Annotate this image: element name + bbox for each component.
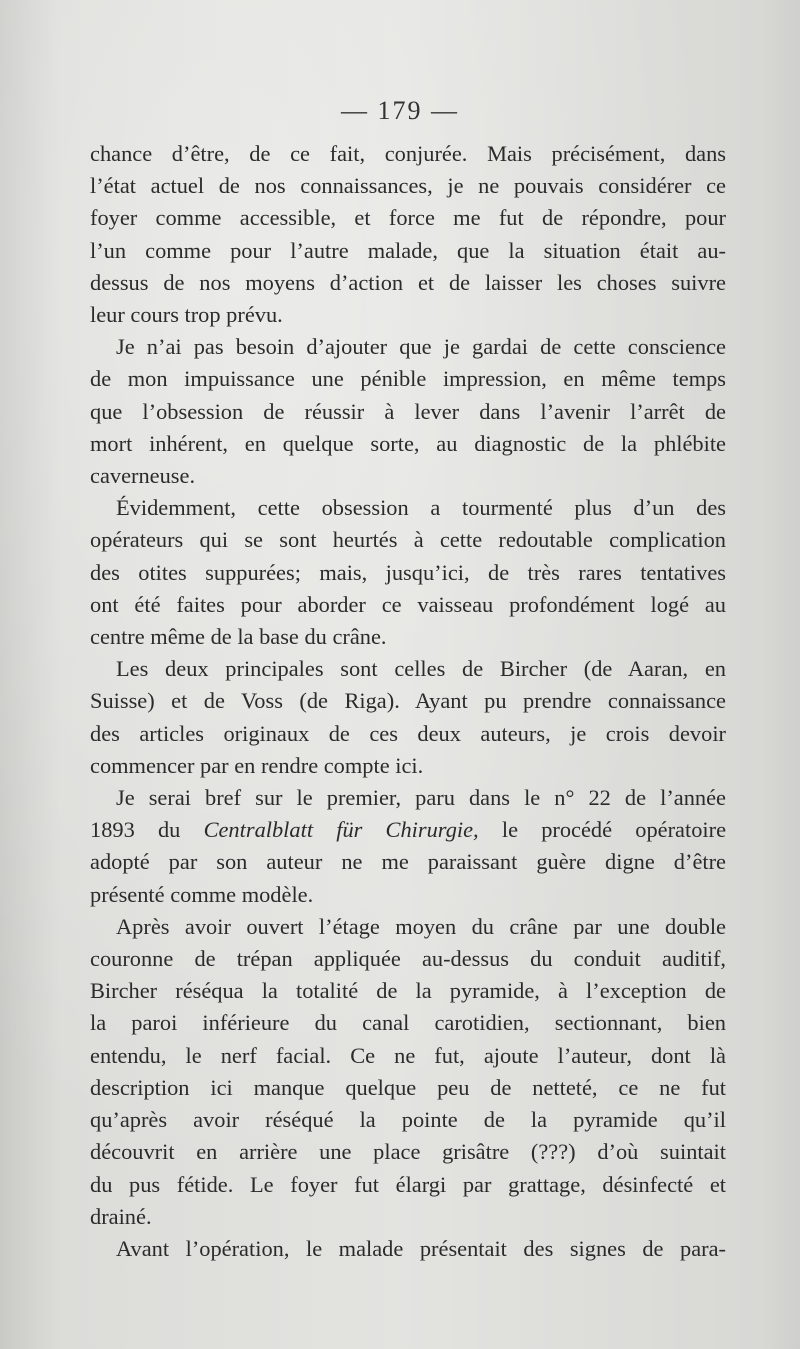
paragraph-2 <box>90 331 726 492</box>
text-line: du pus fétide. Le foyer fut élargi par grattage, désinfecté et <box>90 1171 726 1197</box>
text-line: centre même de la base du crâne. <box>90 624 387 650</box>
text-line: présenté comme modèle. <box>90 881 314 907</box>
text-line: qu’après avoir réséqué la pointe de la pyramide qu’il <box>90 1107 726 1133</box>
paragraph-6 <box>90 911 726 1233</box>
text-line-with-title <box>90 814 726 846</box>
text-line: Les deux principales sont celles de Bircher (de Aaran, en <box>116 656 726 682</box>
text-line: foyer comme accessible, et force me fut de répondre, pour <box>90 205 726 231</box>
text-line: de mon impuissance une pénible impression, en même temps <box>90 366 726 392</box>
paragraph-7 <box>90 1233 726 1265</box>
text-line: description ici manque quelque peu de netteté, ce ne fut <box>90 1074 726 1100</box>
text-line: Je n’ai pas besoin d’ajouter que je gardai de cette conscience <box>116 334 726 360</box>
paragraph-1 <box>90 138 726 331</box>
text-line: drainé. <box>90 1203 152 1229</box>
text-line: que l’obsession de réussir à lever dans l’avenir l’arrêt de <box>90 398 726 424</box>
text-line: l’état actuel de nos connaissances, je ne pouvais considérer ce <box>90 173 726 199</box>
text-line: des otites suppurées; mais, jusqu’ici, de très rares tentatives <box>90 559 726 585</box>
text-line: ont été faites pour aborder ce vaisseau profondément logé au <box>90 591 726 617</box>
text-line: Suisse) et de Voss (de Riga). Ayant pu prendre connaissance <box>90 688 726 714</box>
text-line: des articles originaux de ces deux auteurs, je crois devoir <box>90 720 726 746</box>
text-line: Avant l’opération, le malade présentait des signes de para- <box>116 1235 726 1261</box>
text-line: découvrit en arrière une place grisâtre (???) d’où suintait <box>90 1139 726 1165</box>
journal-title: Centralblatt für Chirurgie, <box>203 817 479 843</box>
body-text <box>90 138 726 1265</box>
text-line: dessus de nos moyens d’action et de laisser les choses suivre <box>90 269 726 295</box>
text-line: commencer par en rendre compte ici. <box>90 752 424 778</box>
text-fragment: 1893 du <box>90 817 204 843</box>
page-number: — 179 — <box>341 96 459 125</box>
paragraph-4 <box>90 653 726 782</box>
text-line: leur cours trop prévu. <box>90 302 283 328</box>
paragraph-5 <box>90 782 726 911</box>
text-line: chance d’être, de ce fait, conjurée. Mais précisément, dans <box>90 141 726 166</box>
text-line: mort inhérent, en quelque sorte, au diagnostic de la phlébite <box>90 430 726 456</box>
text-line: caverneuse. <box>90 463 196 489</box>
text-line: l’un comme pour l’autre malade, que la situation était au- <box>90 237 726 263</box>
text-line: Évidemment, cette obsession a tourmenté plus d’un des <box>116 495 726 521</box>
paragraph-3 <box>90 492 726 653</box>
text-fragment: le procédé opératoire <box>478 817 727 843</box>
text-line: couronne de trépan appliquée au-dessus du conduit auditif, <box>90 946 726 972</box>
text-line: la paroi inférieure du canal carotidien, sectionnant, bien <box>90 1010 726 1036</box>
text-line: Après avoir ouvert l’étage moyen du crâne par une double <box>116 913 726 939</box>
text-line: entendu, le nerf facial. Ce ne fut, ajoute l’auteur, dont là <box>90 1042 726 1068</box>
text-line: adopté par son auteur ne me paraissant guère digne d’être <box>90 849 726 875</box>
text-line: Bircher réséqua la totalité de la pyramide, à l’exception de <box>90 978 726 1004</box>
text-line: opérateurs qui se sont heurtés à cette redoutable complication <box>90 527 726 553</box>
text-line: Je serai bref sur le premier, paru dans le n° 22 de l’année <box>116 785 726 811</box>
